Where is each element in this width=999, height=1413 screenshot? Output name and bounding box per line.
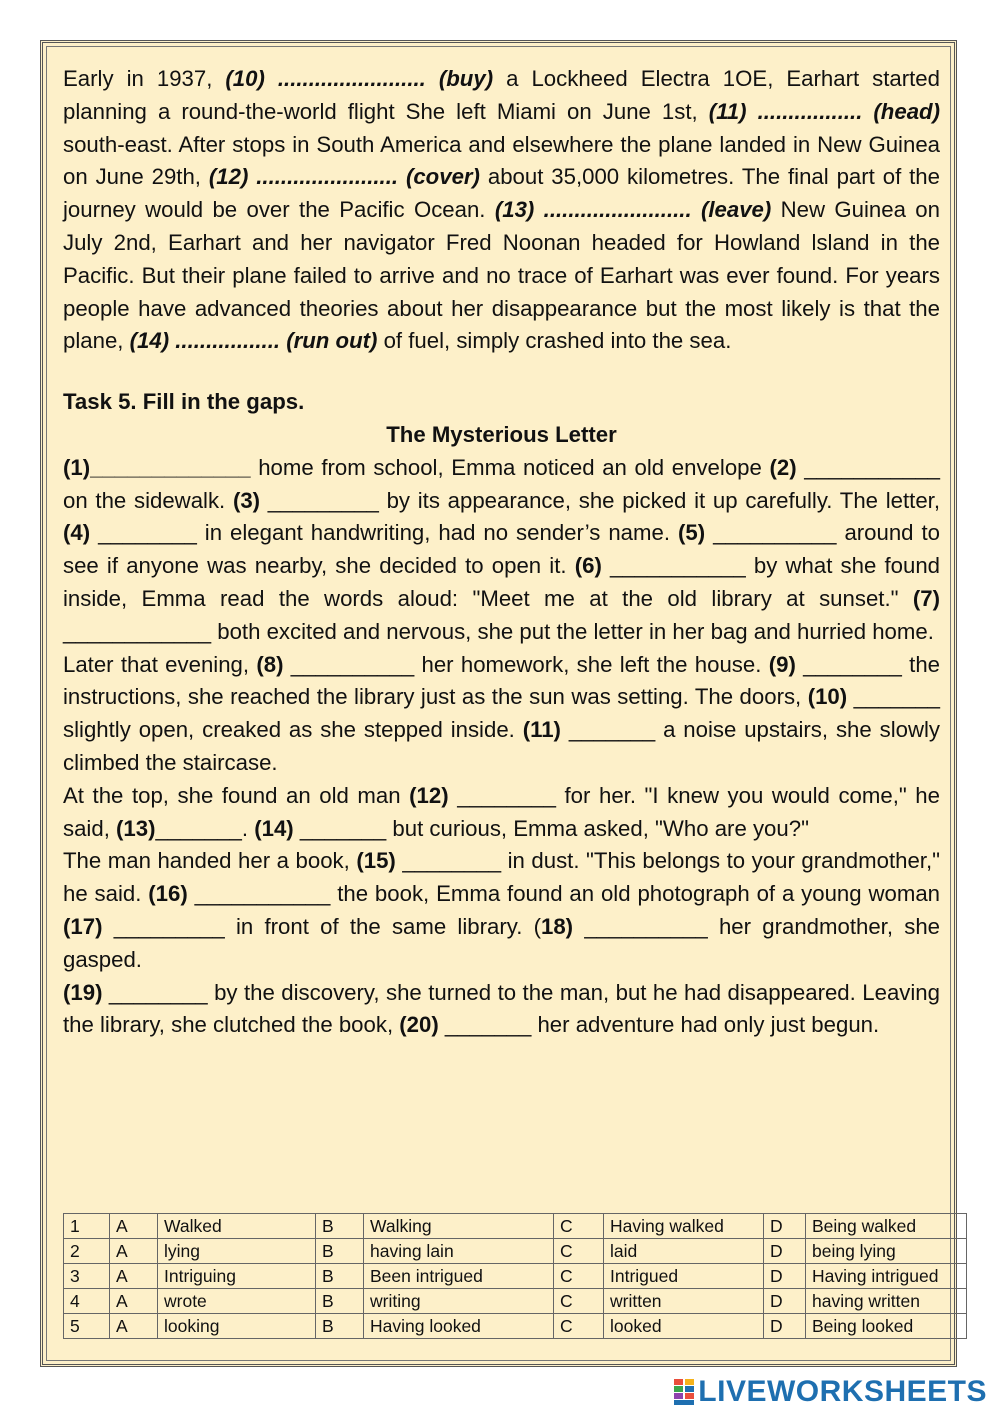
- passage-text: about 35,000 kilometres. The final part of the journey would be over the Pacific Ocean.: [63, 164, 940, 223]
- verb-hint-12: (cover): [405, 164, 480, 190]
- option-number: 2: [64, 1239, 110, 1264]
- option-b[interactable]: Walking: [364, 1214, 554, 1239]
- option-a[interactable]: Walked: [158, 1214, 316, 1239]
- option-row: [64, 1314, 967, 1339]
- option-a[interactable]: looking: [158, 1314, 316, 1339]
- option-b[interactable]: Having looked: [364, 1314, 554, 1339]
- option-number: 5: [64, 1314, 110, 1339]
- option-number: 4: [64, 1289, 110, 1314]
- option-letter-d: D: [764, 1239, 806, 1264]
- option-letter-c: C: [554, 1264, 604, 1289]
- liveworksheets-logo-icon: [674, 1379, 694, 1405]
- option-b[interactable]: Been intrigued: [364, 1264, 554, 1289]
- option-a[interactable]: Intriguing: [158, 1264, 316, 1289]
- gap-13[interactable]: (13) ........................: [494, 197, 692, 223]
- option-letter-c: C: [554, 1214, 604, 1239]
- liveworksheets-logo: [674, 1375, 987, 1409]
- story-gap-13[interactable]: (13): [116, 815, 156, 841]
- option-d[interactable]: being lying: [806, 1239, 967, 1264]
- passage-text: of fuel, simply crashed into the sea.: [377, 328, 732, 354]
- passage-text: south-east. After stops in South America and elsewhere the plane landed in New Guinea on June 29th,: [63, 131, 940, 190]
- option-c[interactable]: Having walked: [604, 1214, 764, 1239]
- option-c[interactable]: looked: [604, 1314, 764, 1339]
- verb-hint-10: (buy): [438, 66, 494, 91]
- option-c[interactable]: laid: [604, 1239, 764, 1264]
- story-gap-5[interactable]: (5): [677, 520, 706, 546]
- answer-options-table: [63, 1213, 967, 1339]
- option-b[interactable]: writing: [364, 1289, 554, 1314]
- story-gap-1[interactable]: (1)_____________: [63, 454, 251, 480]
- story-title: The Mysterious Letter: [386, 421, 617, 447]
- option-d[interactable]: Being looked: [806, 1314, 967, 1339]
- gap-10[interactable]: (10) ........................: [225, 66, 426, 91]
- story-paragraph-3: At the top, she found an old man (12) ________ for her. "I knew you would come," he said, (13)_______. (14) _______ but curious, Emma asked, "Who are you?": [63, 782, 940, 841]
- verb-hint-13: (leave): [700, 197, 772, 223]
- story-gap-3[interactable]: (3): [232, 487, 261, 513]
- option-number: 1: [64, 1214, 110, 1239]
- verb-hint-11: (head): [873, 98, 940, 124]
- option-c[interactable]: written: [604, 1289, 764, 1314]
- passage-text: Early in 1937,: [63, 66, 226, 91]
- story-paragraph-1: (1)_____________ home from school, Emma noticed an old envelope (2) ___________ on the sidewalk. (3) _________ by its appearance, she picked it up carefully. The letter, (4) ________ in elegant handwriting, had no sender’s name. (5) __________ around to see if anyone was nearby, she decided to open it. (6) ___________ by what she found inside, Emma read the words aloud: "Meet me at the old library at sunset." (7) ____________ both excited and nervous, she put the letter in her bag and hurried home.: [63, 454, 941, 644]
- worksheet-page: [40, 40, 957, 1367]
- gap-14[interactable]: (14) .................: [129, 328, 281, 354]
- story-gap-11[interactable]: (11): [522, 717, 561, 743]
- worksheet-content: [63, 63, 940, 1042]
- option-row: [64, 1264, 967, 1289]
- option-letter-a: A: [110, 1239, 158, 1264]
- passage-text: New Guinea on July 2nd, Earhart and her navigator Fred Noonan headed for Howland lsland in the Pacific. But their plane failed to arrive and no trace of Earhart was ever found. For years people have advanced theories about her disappearance but the most likely is that the plane,: [63, 197, 940, 354]
- option-letter-a: A: [110, 1314, 158, 1339]
- option-d[interactable]: Being walked: [806, 1214, 967, 1239]
- option-letter-a: A: [110, 1214, 158, 1239]
- option-letter-d: D: [764, 1289, 806, 1314]
- option-letter-b: B: [316, 1214, 364, 1239]
- story-gap-14[interactable]: (14): [254, 815, 294, 841]
- option-letter-d: D: [764, 1264, 806, 1289]
- option-a[interactable]: wrote: [158, 1289, 316, 1314]
- story-gap-20[interactable]: (20): [399, 1012, 439, 1038]
- story-gap-12[interactable]: (12): [409, 782, 449, 808]
- option-d[interactable]: Having intrigued: [806, 1264, 967, 1289]
- passage-text: a Lockheed Electra 1OE, Earhart started planning a round-the-world flight She left Miami on June 1st,: [63, 66, 940, 124]
- option-row: [64, 1239, 967, 1264]
- option-letter-b: B: [316, 1314, 364, 1339]
- option-letter-d: D: [764, 1214, 806, 1239]
- story-gap-18[interactable]: 18): [541, 913, 574, 939]
- story-paragraph-5: (19) ________ by the discovery, she turned to the man, but he had disappeared. Leaving the library, she clutched the book, (20) _______ her adventure had only just begun.: [63, 979, 940, 1038]
- story-paragraph-2: Later that evening, (8) __________ her homework, she left the house. (9) ________ the instructions, she reached the library just as the sun was setting. The doors, (10) _______ slightly open, creaked as she stepped inside. (11) _______ a noise upstairs, she slowly climbed the staircase.: [63, 651, 941, 775]
- option-letter-c: C: [554, 1289, 604, 1314]
- option-letter-b: B: [316, 1289, 364, 1314]
- story-paragraph-4: The man handed her a book, (15) ________ in dust. "This belongs to your grandmother," he said. (16) ___________ the book, Emma found an old photograph of a young woman (17) _________ in front of the same library. (18) __________ her grandmother, she gasped.: [63, 848, 940, 972]
- story-gap-7[interactable]: (7): [912, 585, 940, 611]
- option-letter-d: D: [764, 1314, 806, 1339]
- story-gap-9[interactable]: (9): [768, 651, 796, 677]
- option-c[interactable]: Intrigued: [604, 1264, 764, 1289]
- verb-hint-14: (run out): [286, 328, 378, 354]
- option-b[interactable]: having lain: [364, 1239, 554, 1264]
- option-d[interactable]: having written: [806, 1289, 967, 1314]
- story-gap-8[interactable]: (8): [256, 651, 284, 677]
- option-letter-b: B: [316, 1239, 364, 1264]
- option-letter-a: A: [110, 1264, 158, 1289]
- option-row: [64, 1214, 967, 1239]
- story-gap-16[interactable]: (16): [148, 881, 188, 907]
- story-gap-4[interactable]: (4): [63, 520, 91, 546]
- story-gap-19[interactable]: (19): [63, 979, 103, 1005]
- option-letter-c: C: [554, 1239, 604, 1264]
- story-gap-2[interactable]: (2): [769, 454, 797, 480]
- option-letter-a: A: [110, 1289, 158, 1314]
- option-row: [64, 1289, 967, 1314]
- story-gap-6[interactable]: (6): [574, 553, 602, 579]
- option-letter-b: B: [316, 1264, 364, 1289]
- option-letter-c: C: [554, 1314, 604, 1339]
- gap-11[interactable]: (11) .................: [708, 98, 863, 124]
- story-gap-17[interactable]: (17): [63, 913, 103, 939]
- story-gap-15[interactable]: (15): [356, 848, 396, 874]
- liveworksheets-wordmark: LIVEWORKSHEETS: [698, 1375, 987, 1408]
- option-number: 3: [64, 1264, 110, 1289]
- task-heading: Task 5. Fill in the gaps.: [63, 389, 305, 415]
- option-a[interactable]: lying: [158, 1239, 316, 1264]
- earhart-paragraph: [63, 63, 940, 358]
- gap-12[interactable]: (12) .......................: [208, 164, 399, 190]
- story-gap-10[interactable]: (10): [807, 684, 848, 710]
